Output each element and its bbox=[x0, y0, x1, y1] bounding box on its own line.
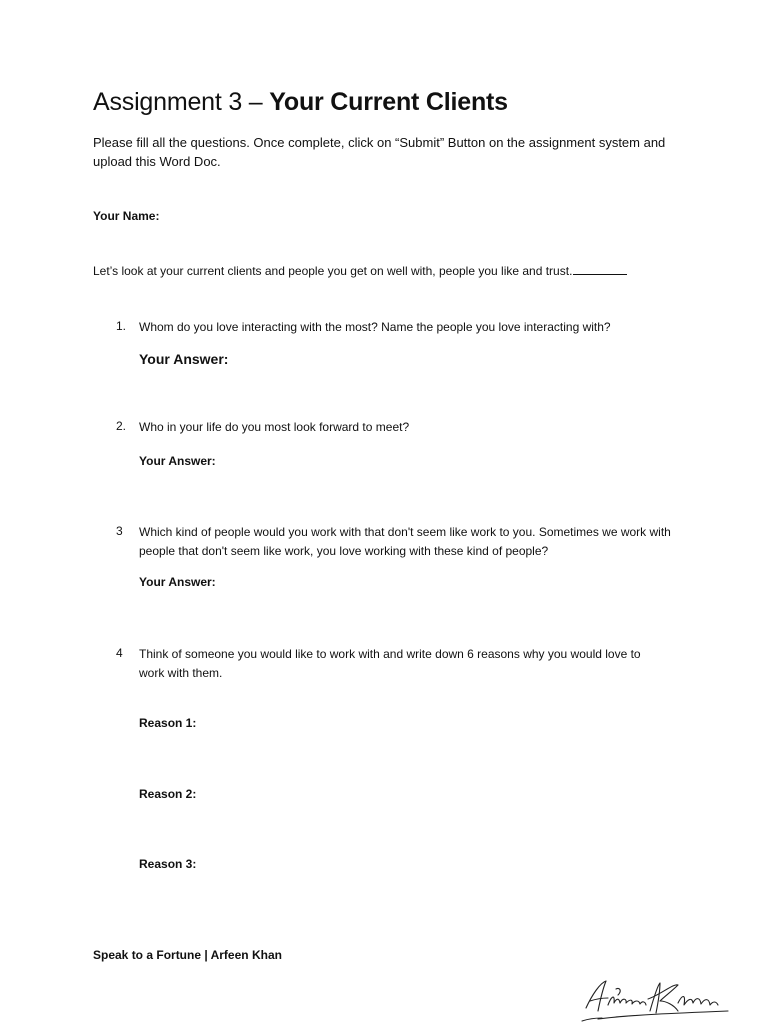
intro-text: Please fill all the questions. Once complete, click on “Submit” Button on the assignment system and upload this Word Doc. bbox=[93, 135, 666, 169]
reason-label: Reason 1: bbox=[139, 716, 197, 730]
question-number: 2. bbox=[116, 419, 127, 433]
signature-image bbox=[578, 975, 738, 1025]
question-text: Who in your life do you most look forward to meet? bbox=[139, 420, 410, 434]
lead-paragraph bbox=[93, 264, 627, 278]
reason-label: Reason 2: bbox=[139, 787, 197, 801]
title-prefix: Assignment 3 – bbox=[93, 88, 270, 116]
question-text: Whom do you love interacting with the most? Name the people you love interacting with? bbox=[139, 320, 611, 334]
question-text: Think of someone you would like to work with and write down 6 reasons why you would love to work with them. bbox=[139, 647, 641, 680]
lead-text: Let’s look at your current clients and people you get on well with, people you like and trust. bbox=[93, 264, 573, 278]
reason-label: Reason 3: bbox=[139, 857, 197, 871]
answer-label: Your Answer: bbox=[139, 351, 229, 367]
fill-in-blank bbox=[573, 264, 627, 275]
page-footer: Speak to a Fortune | Arfeen Khan bbox=[93, 948, 282, 962]
question-text: Which kind of people would you work with that don't seem like work to you. Sometimes we work with people that don't seem like work, you love working with these kind of people? bbox=[139, 525, 671, 558]
question-number: 1. bbox=[116, 319, 127, 333]
answer-label: Your Answer: bbox=[139, 454, 216, 468]
question-number: 4 bbox=[116, 646, 123, 660]
answer-label: Your Answer: bbox=[139, 575, 216, 589]
page-title bbox=[93, 88, 508, 117]
title-bold: Your Current Clients bbox=[269, 88, 508, 116]
your-name-label: Your Name: bbox=[93, 209, 160, 223]
question-number: 3 bbox=[116, 524, 123, 538]
